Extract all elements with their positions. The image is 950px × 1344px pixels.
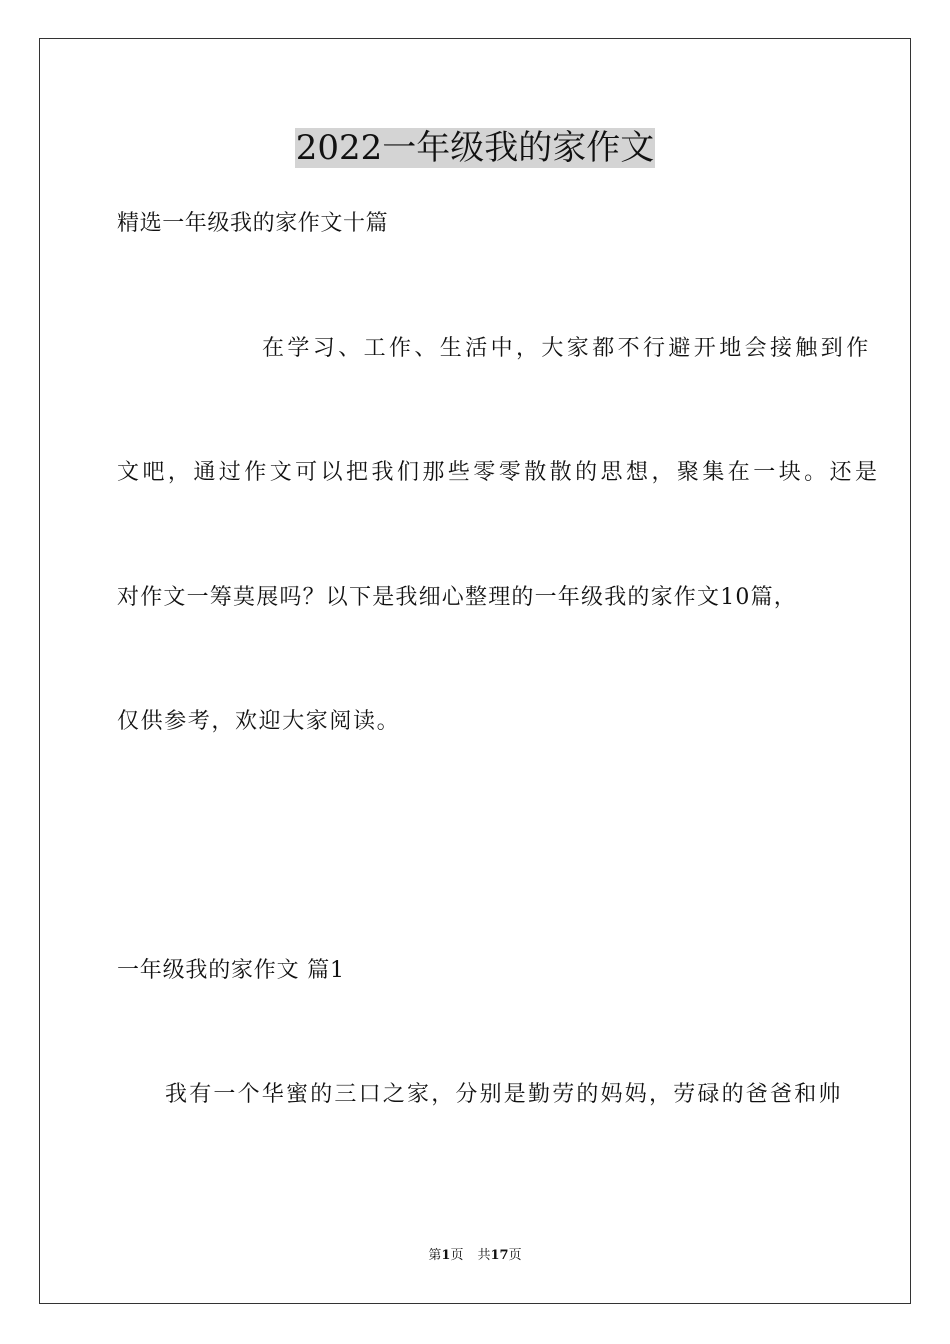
section-paragraph-line-1: 我有一个华蜜的三口之家，分别是勤劳的妈妈，劳碌的爸爸和帅 <box>165 1082 843 1107</box>
intro-paragraph-line-2: 文吧，通过作文可以把我们那些零零散散的思想，聚集在一块。还是 <box>117 460 881 485</box>
section-heading: 一年级我的家作文 篇1 <box>117 958 345 983</box>
page-prefix: 第 <box>428 1248 442 1263</box>
page-suffix: 页 <box>450 1248 464 1263</box>
page-footer <box>0 1247 950 1265</box>
document-title <box>0 128 950 168</box>
total-pages: 17 <box>490 1248 509 1263</box>
total-prefix: 共 <box>477 1248 491 1263</box>
document-subtitle: 精选一年级我的家作文十篇 <box>117 211 389 236</box>
intro-paragraph-line-3: 对作文一筹莫展吗？以下是我细心整理的一年级我的家作文10篇， <box>117 585 797 610</box>
total-suffix: 页 <box>508 1248 522 1263</box>
page-number: 1 <box>441 1248 451 1263</box>
intro-paragraph-line-4: 仅供参考，欢迎大家阅读。 <box>117 709 401 734</box>
intro-paragraph-line-1: 在学习、工作、生活中，大家都不行避开地会接触到作 <box>262 336 872 361</box>
document-title-text: 2022一年级我的家作文 <box>295 128 655 168</box>
